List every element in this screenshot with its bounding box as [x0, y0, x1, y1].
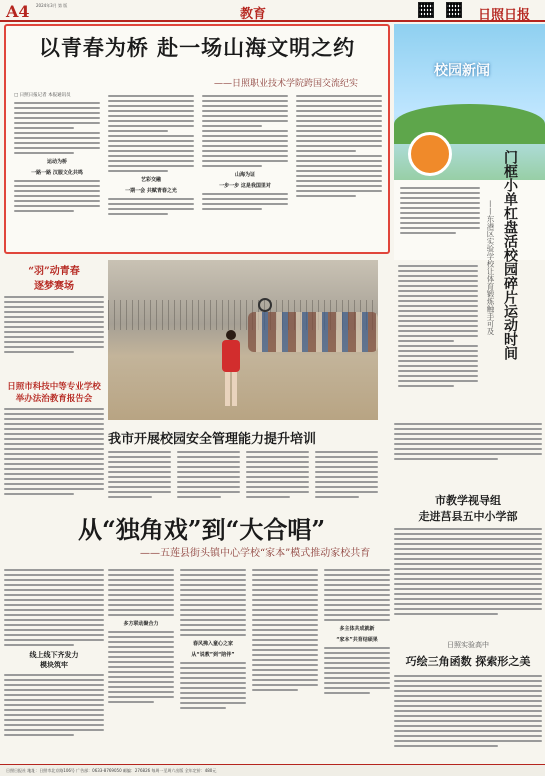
- player-figure: [218, 330, 244, 410]
- qr-code-icon: [446, 2, 462, 18]
- lead-title: 以青春为桥 赴一场山海文明之约: [38, 35, 356, 60]
- feature-subtitle: ——五莲县街头镇中心学校“家本”模式推动家校共育: [140, 548, 371, 559]
- issue-meta: 2024年3月 第 版: [36, 3, 68, 8]
- newspaper-name: 日照日报: [478, 8, 531, 23]
- right-article-title: 市教学视导组 走进莒县五中小学部: [418, 494, 518, 523]
- lead-subhead: 一步一步 这是我国里对: [219, 183, 271, 189]
- banner-title: 校园新闻: [434, 63, 490, 79]
- lead-subhead: 艺彩交融: [140, 177, 161, 183]
- brief-title: 日照市科技中等专业学校 举办法治教育报告会: [7, 382, 101, 404]
- safety-training-title: 我市开展校园安全管理能力提升培训: [108, 432, 317, 447]
- feature-left-column: [4, 566, 104, 739]
- brief-badminton: [4, 262, 104, 356]
- byline: □ 日照日报记者 本报通讯员: [14, 93, 71, 98]
- brief-title: 线上线下齐发力 模块筑牢: [29, 650, 79, 669]
- feature-subhead: 多方联动聚合力: [123, 621, 159, 627]
- feature-subhead: 春风拂入童心之家: [192, 641, 233, 647]
- safety-article-body: [108, 448, 378, 506]
- qr-code-icon: [418, 2, 434, 18]
- badminton-photo: [108, 260, 378, 420]
- lead-column: [108, 92, 194, 250]
- right-article-3: [394, 640, 542, 750]
- feature-body: [108, 566, 390, 762]
- lead-column: [14, 92, 100, 250]
- vertical-headline: 门框小单杠盘活校园碎片运动时间: [502, 150, 518, 360]
- lead-article: [4, 24, 390, 254]
- lead-subhead: 一路一路 汉服文化共鸣: [31, 170, 83, 176]
- banner-article-body: [398, 262, 478, 412]
- footer-imprint: 日照日报社 地址：日照市北京路106号 广告部：0633-8769050 邮编：276826 每周一至周六出版 全年定价：480元: [0, 764, 545, 776]
- right-article-kicker: 日照实验高中: [447, 641, 489, 649]
- right-article-1: [394, 420, 542, 463]
- racket-icon: [258, 298, 272, 312]
- vertical-subheadline: ——东港区实验学校让体育锻炼触手可及: [486, 200, 495, 335]
- feature-subhead: 从“说教”到“陪伴”: [191, 652, 235, 658]
- section-title: 教育: [240, 7, 267, 22]
- banner-article: [394, 180, 545, 260]
- right-article-2: [394, 492, 542, 618]
- lead-subhead: 山海为证: [234, 172, 255, 178]
- feature-title: 从“独角戏”到“大合唱”: [78, 515, 326, 544]
- masthead: [0, 0, 545, 22]
- lead-column: [202, 92, 288, 250]
- lead-subhead: 运动为桥: [46, 159, 67, 165]
- lead-column: [296, 92, 382, 250]
- lead-columns: [14, 92, 382, 250]
- feature-subhead: 多主体共成就新: [339, 626, 375, 632]
- brief-title: “羽”动青春 逐梦赛场: [28, 266, 80, 292]
- lead-subhead: 一期一会 共赋青春之光: [125, 188, 177, 194]
- page-number: A4: [6, 2, 30, 21]
- sports-badge-icon: [408, 132, 452, 176]
- brief-law-education: [4, 380, 104, 498]
- feature-subhead: “家本”共育结硕果: [336, 637, 378, 643]
- lead-subtitle: ——日照职业技术学院跨国交流纪实: [213, 79, 358, 89]
- right-article-title: 巧绘三角函数 探索形之美: [405, 655, 531, 668]
